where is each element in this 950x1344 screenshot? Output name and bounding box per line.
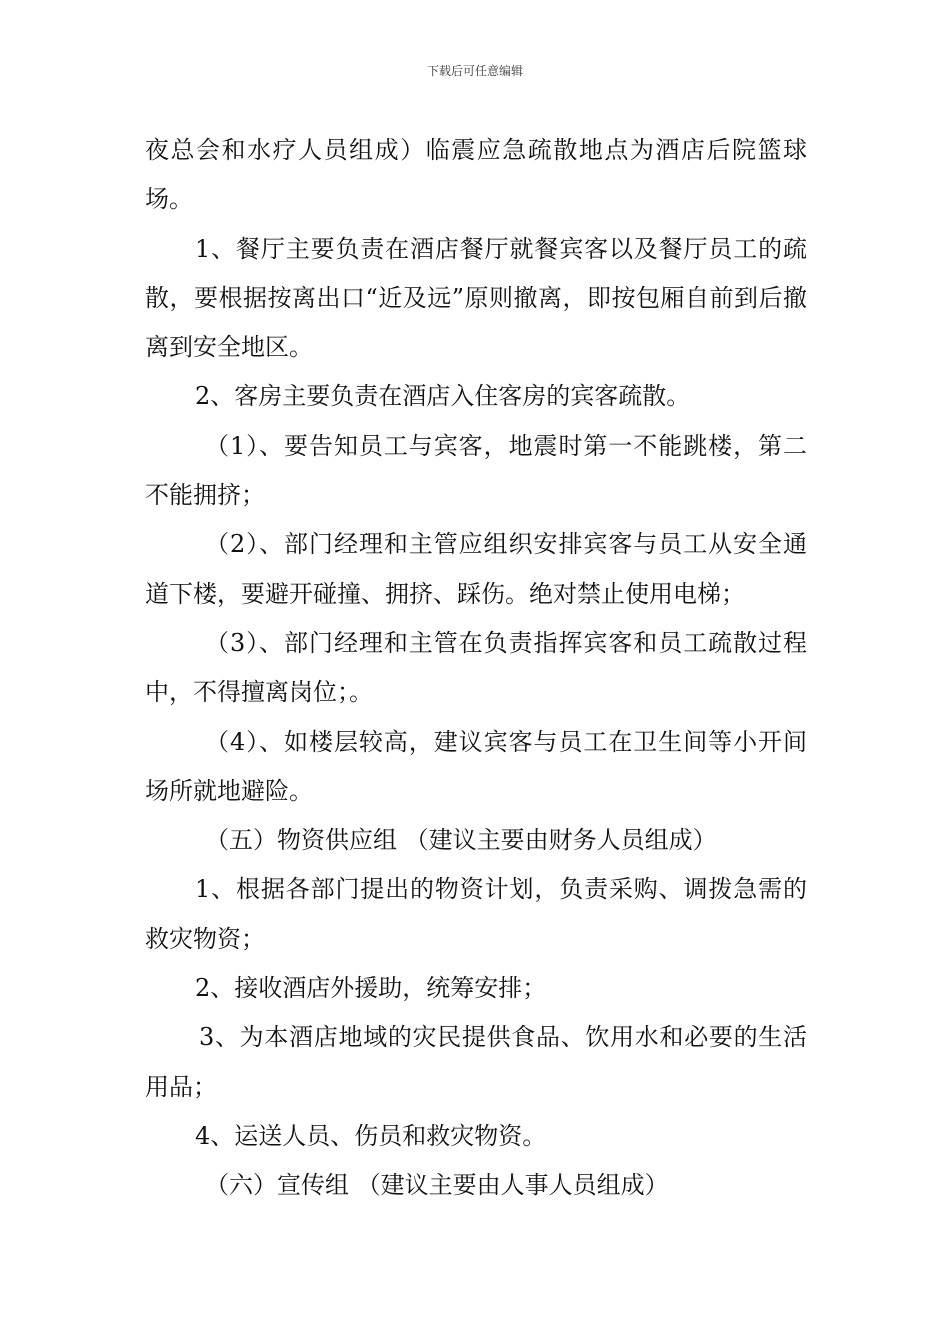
paragraph-supplies-2: 2、接收酒店外援助，统筹安排； [195, 974, 547, 1003]
paragraph-item-2: （2）、部门经理和主管应组织安排宾客与员工从安全通道下楼，要避开碰撞、拥挤、踩伤。绝对禁止使用电梯； [145, 530, 807, 608]
document-body [145, 126, 807, 1211]
paragraph-item-1: （1）、要告知员工与宾客，地震时第一不能跳楼，第二不能拥挤； [145, 431, 807, 510]
paragraph-supplies-4: 4、运送人员、伤员和救灾物资。 [195, 1121, 547, 1150]
section-heading-supplies: （五）物资供应组 （建议主要由财务人员组成） [205, 826, 717, 855]
paragraph-restaurant: 1、餐厅主要负责在酒店餐厅就餐宾客以及餐厅员工的疏散，要根据按离出口“近及远”原则撤离，即按包厢自前到后撤离到安全地区。 [145, 234, 807, 362]
paragraph-supplies-3: 3、为本酒店地域的灾民提供食品、饮用水和必要的生活用品； [145, 1023, 807, 1101]
paragraph-supplies-1: 1、根据各部门提出的物资计划，负责采购、调拨急需的救灾物资； [145, 875, 807, 953]
section-heading-publicity: （六）宣传组 （建议主要由人事人员组成） [205, 1171, 669, 1200]
paragraph-guest-rooms: 2、客房主要负责在酒店入住客房的宾客疏散。 [195, 382, 691, 411]
paragraph-continuation: 夜总会和水疗人员组成）临震应急疏散地点为酒店后院篮球场。 [145, 136, 807, 214]
paragraph-item-4: （4）、如楼层较高，建议宾客与员工在卫生间等小开间场所就地避险。 [145, 727, 807, 805]
paragraph-item-3: （3）、部门经理和主管在负责指挥宾客和员工疏散过程中，不得擅离岗位；。 [145, 628, 807, 707]
page-header: 下载后可任意编辑 [426, 64, 523, 78]
